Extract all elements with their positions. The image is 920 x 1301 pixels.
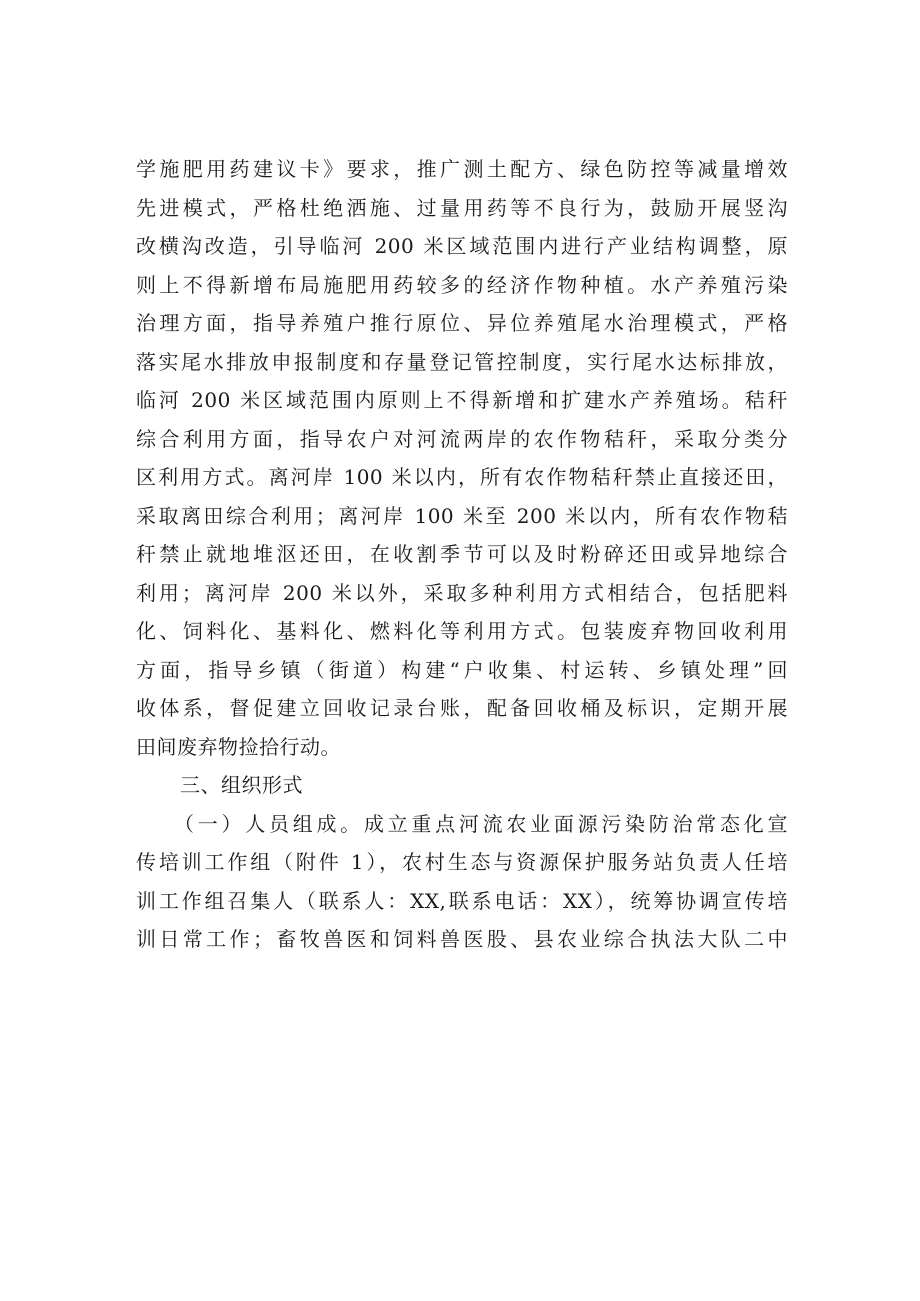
text-line: 秆禁止就地堆沤还田，在收割季节可以及时粉碎还田或异地综合 xyxy=(136,542,788,566)
text-line: 利用；离河岸 200 米以外，采取多种利用方式相结合，包括肥料 xyxy=(136,580,788,605)
section-heading: 三、组织形式 xyxy=(180,773,303,797)
text-line: 综合利用方面，指导农户对河流两岸的农作物秸秆，采取分类分 xyxy=(136,426,788,451)
document-body xyxy=(136,150,788,959)
text-line: 落实尾水排放申报制度和存量登记管控制度，实行尾水达标排放， xyxy=(136,349,788,374)
text-line: 则上不得新增布局施肥用药较多的经济作物种植。水产养殖污染 xyxy=(136,272,788,297)
text-line: 化、饲料化、基料化、燃料化等利用方式。包装废弃物回收利用 xyxy=(136,619,788,643)
text-line: 区利用方式。离河岸 100 米以内，所有农作物秸秆禁止直接还田， xyxy=(136,465,788,489)
text-line: 收体系，督促建立回收记录台账，配备回收桶及标识，定期开展 xyxy=(136,696,788,720)
text-line: 传培训工作组（附件 1），农村生态与资源保护服务站负责人任培 xyxy=(136,850,788,874)
text-line: 训日常工作；畜牧兽医和饲料兽医股、县农业综合执法大队二中 xyxy=(136,927,788,951)
text-line: 方面，指导乡镇（街道）构建“户收集、村运转、乡镇处理”回 xyxy=(136,657,788,682)
text-line: 临河 200 米区域范围内原则上不得新增和扩建水产养殖场。秸秆 xyxy=(136,388,788,412)
text-line: 改横沟改造，引导临河 200 米区域范围内进行产业结构调整，原 xyxy=(136,234,788,258)
text-line: 学施肥用药建议卡》要求，推广测土配方、绿色防控等减量增效 xyxy=(136,157,788,181)
text-line: 治理方面，指导养殖户推行原位、异位养殖尾水治理模式，严格 xyxy=(136,311,788,335)
text-line: 训工作组召集人（联系人：XX,联系电话：XX），统筹协调宣传培 xyxy=(136,888,788,913)
text-line: （一）人员组成。成立重点河流农业面源污染防治常态化宣 xyxy=(174,811,788,836)
text-line: 先进模式，严格杜绝洒施、过量用药等不良行为，鼓励开展竖沟 xyxy=(136,195,788,220)
text-line: 田间废弃物捡拾行动。 xyxy=(136,734,341,759)
paragraph-organization xyxy=(136,805,788,959)
paragraph-measures xyxy=(136,150,788,766)
text-line: 采取离田综合利用；离河岸 100 米至 200 米以内，所有农作物秸 xyxy=(136,503,788,528)
